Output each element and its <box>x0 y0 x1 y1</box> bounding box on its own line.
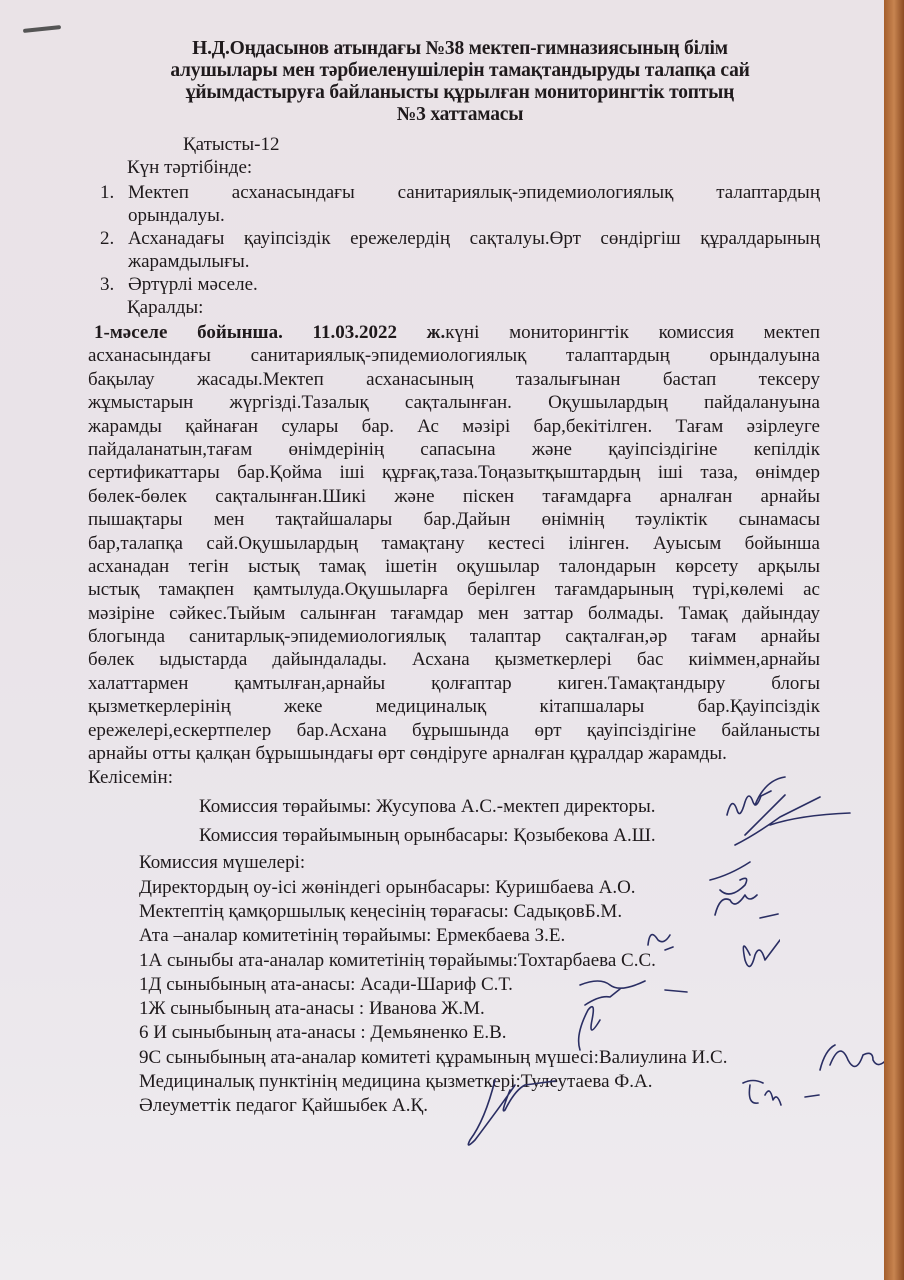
agenda-text: Асханадағы қауіпсіздік ережелердің сақталуы.Өрт сөндіргіш құралдарының <box>128 228 820 249</box>
vice-chair-line: Комиссия төрайымының орынбасары: Қозыбекова А.Ш. <box>199 825 656 846</box>
attendance: Қатысты-12 <box>183 134 280 155</box>
staple-mark <box>23 25 61 33</box>
member-line: 9С сыныбының ата-аналар комитеті құрамының мүшесі:Валиулина И.С. <box>139 1047 728 1068</box>
body-line: блогында санитарлық-эпидемиологиялық талаптар сақталған,әр тағам арнайы <box>88 626 820 648</box>
body-line: ыстық тамақпен қамтылуда.Оқушыларға берілген тағамдарының түрі,көлемі ас <box>88 579 820 601</box>
issue-body <box>88 321 820 765</box>
agenda-label: Күн тәртібінде: <box>127 157 253 178</box>
signature-tuleutaeva <box>735 1075 825 1115</box>
body-line: асханадан тегін ыстық тамақ ішетін оқушылар талондарын көрсету арқылы <box>88 555 820 577</box>
body-line: бөлек ыдыстарда дайындалады. Асхана қызметкерлері бас киіммен,арнайы <box>88 649 820 671</box>
body-line: ережелері,ескертпелер бар.Асхана бұрышында өрт қауіпсіздігіне байланысты <box>88 719 820 741</box>
body-line: жарамды қайнаған сулары бар. Ас мәзірі бар,бекітілген. Тағам әзірлеуге <box>88 415 820 437</box>
member-line: 6 И сыныбының ата-анасы : Демьяненко Е.В. <box>139 1022 507 1043</box>
agenda-number: 3. <box>100 274 115 295</box>
agenda-text: жарамдылығы. <box>128 251 250 272</box>
member-line: Әлеуметтік педагог Қайшыбек А.Қ. <box>139 1095 428 1116</box>
body-line: халаттармен қамтылған,арнайы қолғаптар киген.Тамақтандыру блогы <box>88 672 820 694</box>
body-line: бар,талапқа сай.Оқушылардың тамақтану кестесі ілінген. Ауысым бойынша <box>88 532 820 554</box>
agenda-text: Мектеп асханасындағы санитариялық-эпидемиологиялық талаптардың <box>128 182 820 203</box>
title-line: Н.Д.Оңдасынов атындағы №38 мектеп-гимназиясының білім <box>192 38 728 59</box>
member-line: 1Д сыныбының ата-анасы: Асади-Шариф С.Т. <box>139 974 513 995</box>
agenda-item <box>100 181 820 227</box>
body-line: сертификаттары бар.Қойма іші құрғақ,таза.Тоңазытқыштардың іші таза, өнімдер <box>88 462 820 484</box>
agenda-text: орындалуы. <box>128 205 225 226</box>
body-line: жұмыстарын жүргізді.Тазалық сақталынған. Оқушылардың пайдалануына <box>88 392 820 414</box>
member-line: Ата –аналар комитетінің төрайымы: Ермекбаева З.Е. <box>139 925 566 946</box>
chair-line: Комиссия төрайымы: Жусупова А.С.-мектеп директоры. <box>199 796 656 817</box>
body-line: асханасындағы санитариялық-эпидемиологиялық талаптардың орындалуына <box>88 345 820 367</box>
member-line: Мектептің қамқоршылық кеңесінің төрағасы: СадықовБ.М. <box>139 901 623 922</box>
member-line: Медициналық пунктінің медицина қызметкері:Тулеутаева Ф.А. <box>139 1071 653 1092</box>
body-line: пышақтары мен тақтайшалары бар.Дайын өнімнің тәуліктік сынамасы <box>88 509 820 531</box>
considered-label: Қаралды: <box>127 297 204 318</box>
signature-kaishybek <box>460 1075 570 1155</box>
members-label: Комиссия мүшелері: <box>139 852 306 873</box>
agenda-item <box>100 227 820 273</box>
member-line: 1А сыныбы ата-аналар комитетінің төрайымы:Тохтарбаева С.С. <box>139 950 656 971</box>
agenda-number: 1. <box>100 182 115 203</box>
issue-heading: 1-мәселе бойынша. 11.03.2022 ж. <box>94 322 446 343</box>
member-line: 1Ж сыныбының ата-анасы : Иванова Ж.М. <box>139 998 485 1019</box>
body-line: пайдаланатын,тағам өнімдерінің сапасына және қауіпсіздігіне кепілдік <box>88 438 820 460</box>
agenda-text: Әртүрлі мәселе. <box>128 274 258 295</box>
title-line: алушылары мен тәрбиеленушілерін тамақтандыруды талапқа сай <box>170 60 750 81</box>
agenda-number: 2. <box>100 228 115 249</box>
signature-vice-chair <box>700 860 790 930</box>
body-line: бақылау жасады.Мектеп асханасының тазалығынан бастап тексеру <box>88 368 820 390</box>
document-title <box>100 38 820 126</box>
agreed-label: Келісемін: <box>88 767 173 788</box>
title-line: №3 хаттамасы <box>396 104 524 125</box>
body-line: 1-мәселе бойынша. 11.03.2022 ж.күні мониторингтік комиссия мектеп <box>94 322 820 343</box>
member-line: Директордың оу-ісі жөніндегі орынбасары: Куришбаева А.О. <box>139 877 636 898</box>
title-line: ұйымдастыруға байланысты құрылған мониторингтік топтың <box>185 82 735 103</box>
agenda-list <box>100 181 820 296</box>
wooden-surface <box>884 0 904 1280</box>
body-line: қызметкерлерінің жеке медициналық кітапшалары бар.Қауіпсіздік <box>88 696 820 718</box>
body-line: мәзіріне сәйкес.Тыйым салынған тағамдар мен заттар болмады. Тамақ дайындау <box>88 602 820 624</box>
body-line: бөлек-бөлек сақталынған.Шикі және піскен тағамдарға арналған арнайы <box>88 485 820 507</box>
signature-parents <box>570 975 710 1065</box>
agenda-item <box>100 273 820 296</box>
body-line: арнайы отты қалқан бұрышындағы өрт сөндіруге арналған құралдар жарамды. <box>88 743 727 765</box>
